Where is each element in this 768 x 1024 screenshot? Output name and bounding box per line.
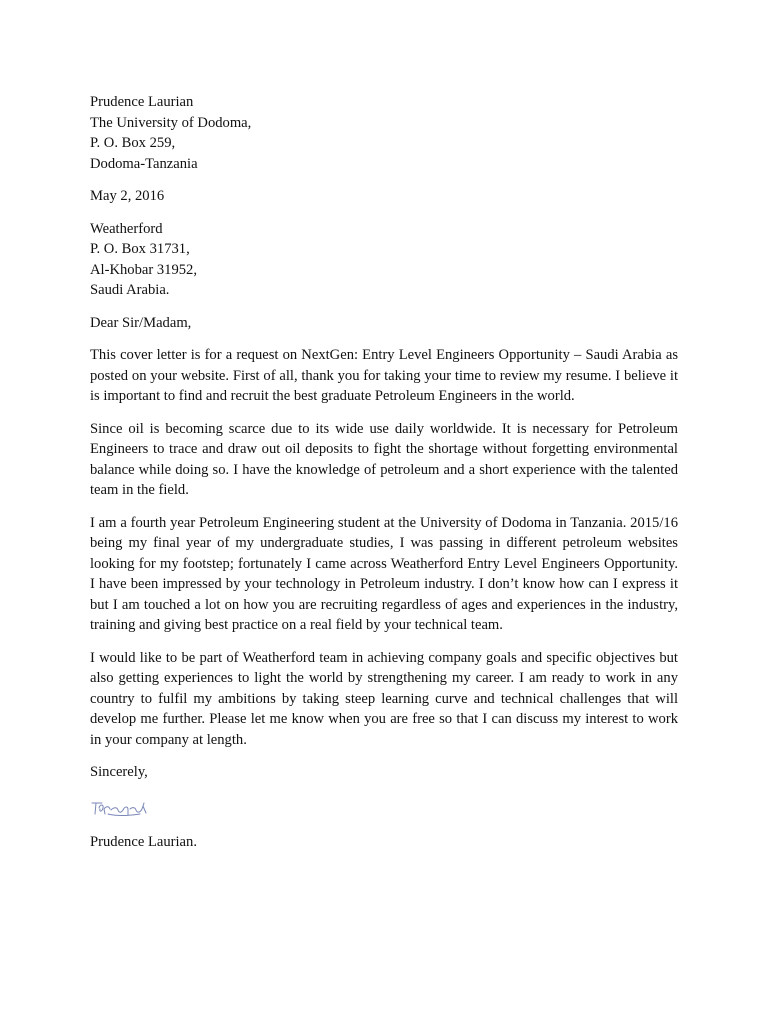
- paragraph-intro: This cover letter is for a request on NextGen: Entry Level Engineers Opportunity – Saudi Arabia as posted on your website. First of all, thank you for taking your time to review my resume. I believe it is important to find and recruit the best graduate Petroleum Engineers in the world.: [90, 347, 678, 404]
- sender-po-box: P. O. Box 259,: [90, 135, 176, 151]
- sender-institution: The University of Dodoma,: [90, 114, 252, 131]
- signer: [90, 832, 678, 853]
- salutation: [90, 313, 678, 334]
- signer-name: Prudence Laurian.: [90, 833, 197, 850]
- date-text: May 2, 2016: [90, 188, 165, 204]
- paragraph-background: I am a fourth year Petroleum Engineering student at the University of Dodoma in Tanzania. 2015/16 being my final year of my undergraduate studies, I was passing in different petroleum websites looking for my footstep; fortunately I came across Weatherford Entry Level Engineers Opportunity. I have been impressed by your technology in Petroleum industry. I don’t know how can I express it but I am touched a lot on how you are recruiting regardless of ages and experiences in the industry, training and giving best practice on a real field by your technical team.: [90, 514, 678, 633]
- closing-text: Sincerely,: [90, 764, 148, 780]
- paragraph-motivation: Since oil is becoming scarce due to its wide use daily worldwide. It is necessary for Petroleum Engineers to trace and draw out oil deposits to fight the shortage without forgetting environmental balance while doing so. I have the knowledge of petroleum and a short experience with the talented team in the field.: [90, 420, 678, 498]
- letter-date: [90, 186, 678, 207]
- letter-body: [90, 92, 678, 864]
- recipient-city: Al-Khobar 31952,: [90, 261, 198, 278]
- sender-address: [90, 92, 678, 174]
- handwritten-signature: [90, 797, 150, 819]
- sender-name: Prudence Laurian: [90, 94, 194, 110]
- recipient-address: [90, 219, 678, 301]
- recipient-company: Weatherford: [90, 220, 163, 237]
- closing: [90, 762, 678, 783]
- recipient-country: Saudi Arabia.: [90, 282, 170, 298]
- sender-city-country: Dodoma-Tanzania: [90, 155, 198, 172]
- recipient-po-box: P. O. Box 31731,: [90, 241, 190, 257]
- salutation-text: Dear Sir/Madam,: [90, 314, 192, 331]
- paragraph-goals: I would like to be part of Weatherford team in achieving company goals and specific objectives but also getting experiences to light the world by strengthening my career. I am ready to work in any country to fulfil my ambitions by taking steep learning curve and technical challenges that will develop me further. Please let me know when you are free so that I can discuss my interest to work in your company at length.: [90, 649, 678, 748]
